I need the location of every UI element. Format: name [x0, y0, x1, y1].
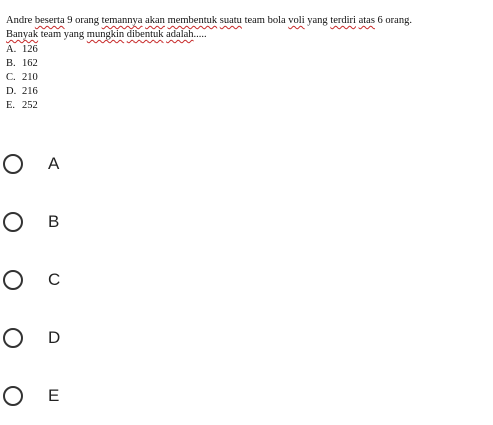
choice-value: 162: [22, 58, 38, 69]
choice-letter: E.: [6, 100, 16, 111]
radio-button-icon[interactable]: [3, 270, 23, 290]
spellcheck-word: membentuk: [167, 15, 218, 26]
answer-option-label[interactable]: C: [48, 270, 61, 289]
radio-button-icon[interactable]: [3, 328, 23, 348]
spellcheck-word: akan: [145, 15, 165, 26]
question-text-fragment: yang: [304, 15, 331, 26]
spellcheck-word: suatu: [219, 15, 242, 26]
question-text-fragment: Andre: [6, 15, 35, 26]
question-line-1: [6, 14, 490, 28]
question-text-fragment: team bola: [241, 15, 289, 26]
question-text-fragment: 6 orang.: [374, 15, 412, 26]
spellcheck-word: atas: [358, 15, 375, 26]
answer-option-c[interactable]: [0, 260, 493, 300]
answer-option-a[interactable]: [0, 144, 493, 184]
answer-option-label[interactable]: B: [48, 212, 60, 231]
choice-value: 252: [22, 100, 38, 111]
radio-button-icon[interactable]: [3, 212, 23, 232]
question-text-fragment: .....: [193, 29, 207, 40]
answer-option-e[interactable]: [0, 376, 493, 416]
spellcheck-word: adalah: [166, 29, 194, 40]
choice-value: 210: [22, 72, 38, 83]
choice-letter: B.: [6, 58, 16, 69]
spellcheck-word: terdiri: [330, 15, 356, 26]
answer-option-b[interactable]: [0, 202, 493, 242]
spellcheck-word: Banyak: [6, 29, 39, 40]
answer-option-label[interactable]: D: [48, 328, 61, 347]
choice-line-b: [6, 57, 490, 71]
spellcheck-word: temannya: [101, 15, 143, 26]
spellcheck-word: mungkin: [86, 29, 125, 40]
spellcheck-word: dibentuk: [126, 29, 164, 40]
question-text-fragment: team yang: [38, 29, 87, 40]
radio-button-icon[interactable]: [3, 154, 23, 174]
choice-line-d: [6, 85, 490, 99]
spellcheck-word: beserta: [34, 15, 65, 26]
answer-option-label[interactable]: A: [48, 154, 60, 173]
choice-value: 126: [22, 44, 38, 55]
choice-line-c: [6, 71, 490, 85]
question-line-2: [6, 28, 490, 42]
choice-line-a: [6, 43, 490, 57]
choice-letter: C.: [6, 72, 16, 83]
question-text-fragment: 9 orang: [64, 15, 102, 26]
choice-letter: A.: [6, 44, 17, 55]
choice-letter: D.: [6, 86, 17, 97]
answer-option-d[interactable]: [0, 318, 493, 358]
choice-line-e: [6, 99, 490, 113]
spellcheck-word: voli: [288, 15, 305, 26]
question-text: [6, 14, 490, 113]
radio-button-icon[interactable]: [3, 386, 23, 406]
choice-value: 216: [22, 86, 38, 97]
answer-option-label[interactable]: E: [48, 386, 60, 405]
question-choices: [6, 43, 490, 113]
